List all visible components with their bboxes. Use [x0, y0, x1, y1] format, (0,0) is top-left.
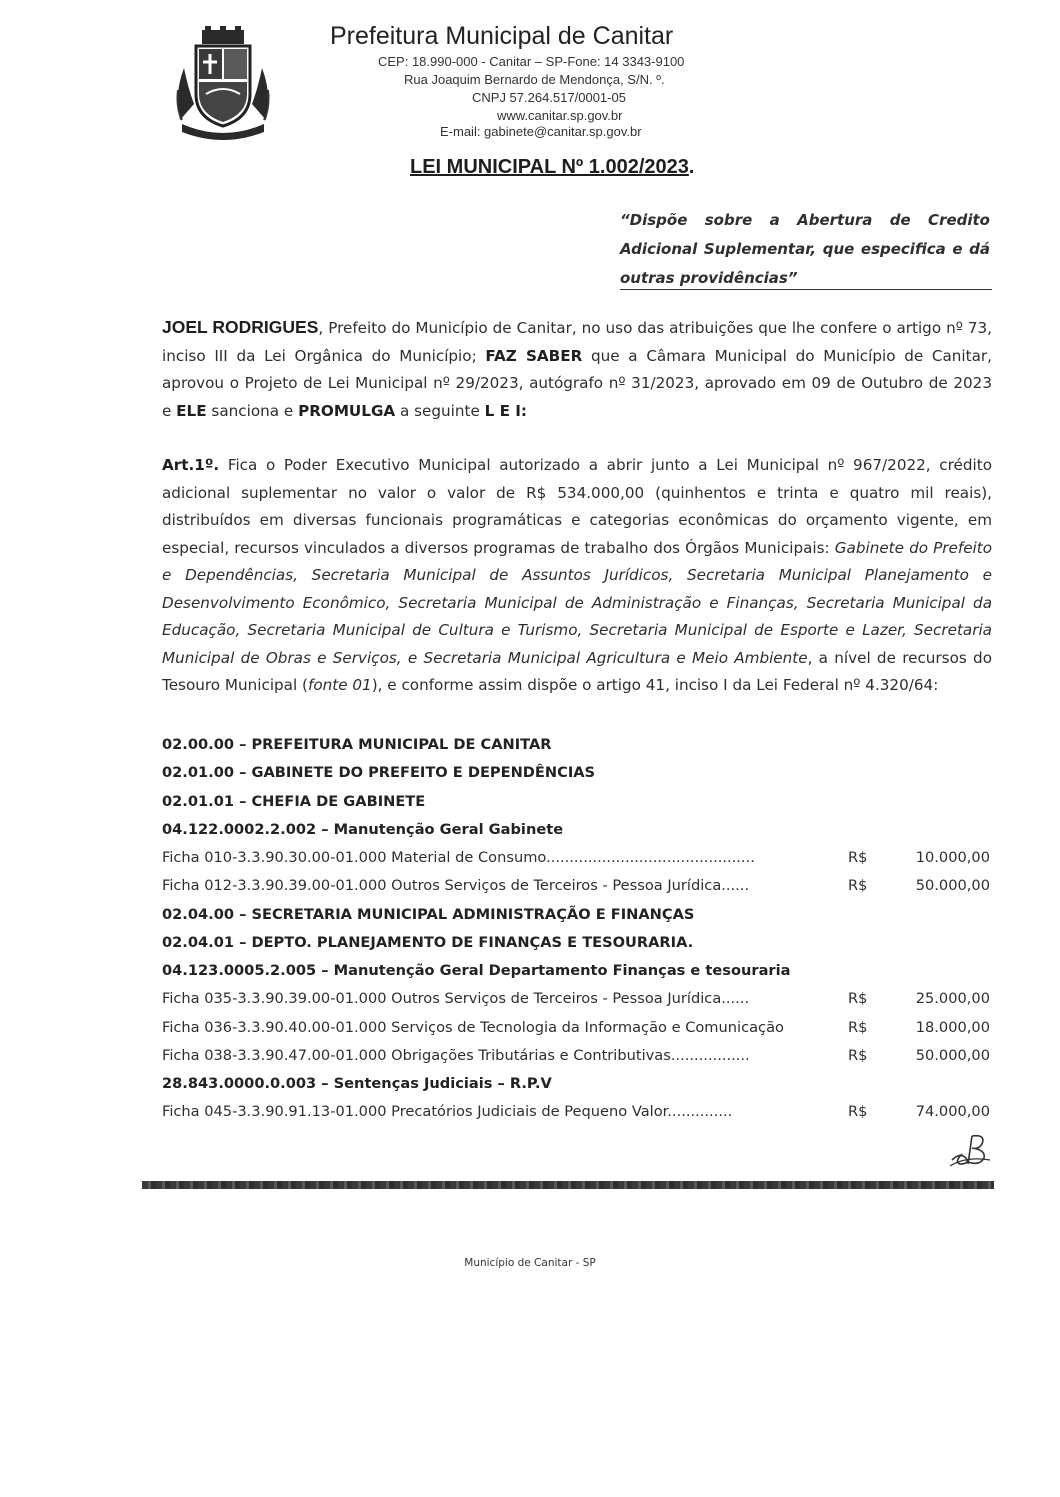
- lei-label: L E I:: [484, 401, 527, 420]
- promulga-label: PROMULGA: [298, 401, 396, 420]
- budget-item-description: Ficha 036-3.3.90.40.00-01.000 Serviços de Tecnologia da Informação e Comunicação: [162, 1018, 784, 1036]
- footer-divider: [142, 1181, 994, 1189]
- article-1-fonte: fonte 01: [307, 676, 372, 694]
- currency-symbol: R$: [848, 877, 868, 895]
- article-1-paragraph: [162, 452, 992, 700]
- preamble-text-4: a seguinte: [395, 401, 485, 420]
- coat-of-arms-icon: [172, 24, 274, 142]
- cnpj-line: CNPJ 57.264.517/0001-05: [472, 90, 626, 105]
- law-title: [410, 156, 694, 179]
- preamble-text-1: , Prefeito do Município de Canitar, no uso das atribuições que lhe confere o artigo nº 73, inciso III da Lei Orgânica do Município;: [162, 319, 992, 365]
- preamble-text-2: que a Câmara Municipal do Município de Canitar, aprovou o Projeto de Lei Municipal nº 29/2023, autógrafo nº 31/2023, aprovado em 09 de Outubro de 2023 e: [162, 346, 992, 420]
- faz-saber: FAZ SABER: [485, 346, 583, 365]
- article-1-text-3: ), e conforme assim dispõe o artigo 41, inciso I da Lei Federal nº 4.320/64:: [371, 676, 939, 694]
- budget-item-row: [162, 985, 992, 1013]
- budget-heading-row: [162, 759, 992, 787]
- email-link[interactable]: E-mail: gabinete@canitar.sp.gov.br: [440, 124, 642, 139]
- amount-value: 25.000,00: [915, 990, 990, 1008]
- footer-text: Município de Canitar - SP: [464, 1257, 596, 1269]
- budget-item-row: [162, 1042, 992, 1070]
- budget-heading-row: [162, 929, 992, 957]
- amount-value: 50.000,00: [915, 877, 990, 895]
- currency-symbol: R$: [848, 849, 868, 866]
- budget-heading-row: [162, 788, 992, 816]
- law-ementa: “Dispõe sobre a Abertura de Credito Adicional Suplementar, que especifica e dá outras providências”: [620, 211, 990, 287]
- budget-item-description: Ficha 038-3.3.90.47.00-01.000 Obrigações Tributárias e Contributivas.................: [162, 1046, 750, 1064]
- preamble-text-3: sanciona e: [206, 401, 299, 420]
- budget-item-row: [162, 1098, 992, 1126]
- amount-value: 18.000,00: [915, 1018, 990, 1036]
- budget-heading-row: [162, 731, 992, 759]
- article-1-text-1: Fica o Poder Executivo Municipal autorizado a abrir junto a Lei Municipal nº 967/2022, crédito adicional suplementar no valor o valor de R$ 534.000,00 (quinhentos e trinta e quatro mil reais), distribuídos em diversas funcionais programáticas e categorias econômicas do orçamento vigente, em especial, recursos vinculados a diversos programas de trabalho dos Órgãos Municipais:: [162, 456, 992, 557]
- budget-item-row: [162, 1014, 992, 1042]
- budget-heading-text: 02.00.00 – PREFEITURA MUNICIPAL DE CANITAR: [162, 736, 552, 753]
- address-line: Rua Joaquim Bernardo de Mendonça, S/N. º.: [404, 72, 665, 87]
- budget-heading-row: [162, 1070, 992, 1098]
- ementa-underline: [620, 289, 992, 290]
- law-title-period: .: [688, 156, 695, 178]
- article-1-label: Art.1º.: [162, 456, 220, 474]
- amount-value: 50.000,00: [915, 1046, 990, 1064]
- budget-item-description: Ficha 012-3.3.90.39.00-01.000 Outros Serviços de Terceiros - Pessoa Jurídica......: [162, 877, 750, 895]
- preamble-paragraph: [162, 314, 992, 425]
- budget-item-row: [162, 872, 992, 900]
- budget-heading-text: 04.122.0002.2.002 – Manutenção Geral Gabinete: [162, 820, 564, 838]
- budget-heading-row: [162, 816, 992, 844]
- budget-item-description: Ficha 045-3.3.90.91.13-01.000 Precatórios Judiciais de Pequeno Valor..............: [162, 1103, 733, 1121]
- budget-heading-text: 28.843.0000.0.003 – Sentenças Judiciais – R.P.V: [162, 1075, 552, 1092]
- currency-symbol: R$: [848, 1018, 868, 1036]
- ele-label: ELE: [176, 401, 207, 420]
- issuer-title: Prefeitura Municipal de Canitar: [330, 22, 674, 50]
- cep-phone-line: CEP: 18.990-000 - Canitar – SP-Fone: 14 3343-9100: [378, 54, 685, 69]
- budget-heading-row: [162, 957, 992, 985]
- amount-value: 74.000,00: [915, 1103, 990, 1121]
- budget-item-description: Ficha 035-3.3.90.39.00-01.000 Outros Serviços de Terceiros - Pessoa Jurídica......: [162, 990, 750, 1008]
- amount-value: 10.000,00: [915, 849, 990, 866]
- budget-item-row: [162, 844, 992, 872]
- budget-heading-text: 02.01.00 – GABINETE DO PREFEITO E DEPENDÊNCIAS: [162, 764, 596, 782]
- budget-heading-row: [162, 901, 992, 929]
- article-1-text-2: , a nível de recursos do Tesouro Municipal (: [162, 648, 992, 694]
- currency-symbol: R$: [848, 1046, 868, 1064]
- website-link[interactable]: www.canitar.sp.gov.br: [497, 108, 623, 123]
- budget-heading-text: 02.04.01 – DEPTO. PLANEJAMENTO DE FINANÇAS E TESOURARIA.: [162, 933, 694, 951]
- signature-initials-icon: [946, 1130, 994, 1170]
- budget-heading-text: 02.04.00 – SECRETARIA MUNICIPAL ADMINISTRAÇÃO E FINANÇAS: [162, 905, 695, 923]
- budget-heading-text: 02.01.01 – CHEFIA DE GABINETE: [162, 792, 426, 810]
- law-number: LEI MUNICIPAL Nº 1.002/2023: [410, 156, 689, 178]
- currency-symbol: R$: [848, 990, 868, 1008]
- currency-symbol: R$: [848, 1103, 868, 1121]
- article-1-orgaos: Gabinete do Prefeito e Dependências, Secretaria Municipal de Assuntos Jurídicos, Secretaria Municipal Planejamento e Desenvolvimento Econômico, Secretaria Municipal de Administração e Finanças, Secretaria Municipal da Educação, Secretaria Municipal de Cultura e Turismo, Secretaria Municipal de Esporte e Lazer, Secretaria Municipal de Obras e Serviços, e Secretaria Municipal Agricultura e Meio Ambiente: [162, 538, 992, 667]
- budget-heading-text: 04.123.0005.2.005 – Manutenção Geral Departamento Finanças e tesouraria: [162, 962, 791, 979]
- mayor-name: JOEL RODRIGUES: [162, 317, 319, 337]
- budget-item-description: Ficha 010-3.3.90.30.00-01.000 Material de Consumo.............................................: [162, 849, 755, 866]
